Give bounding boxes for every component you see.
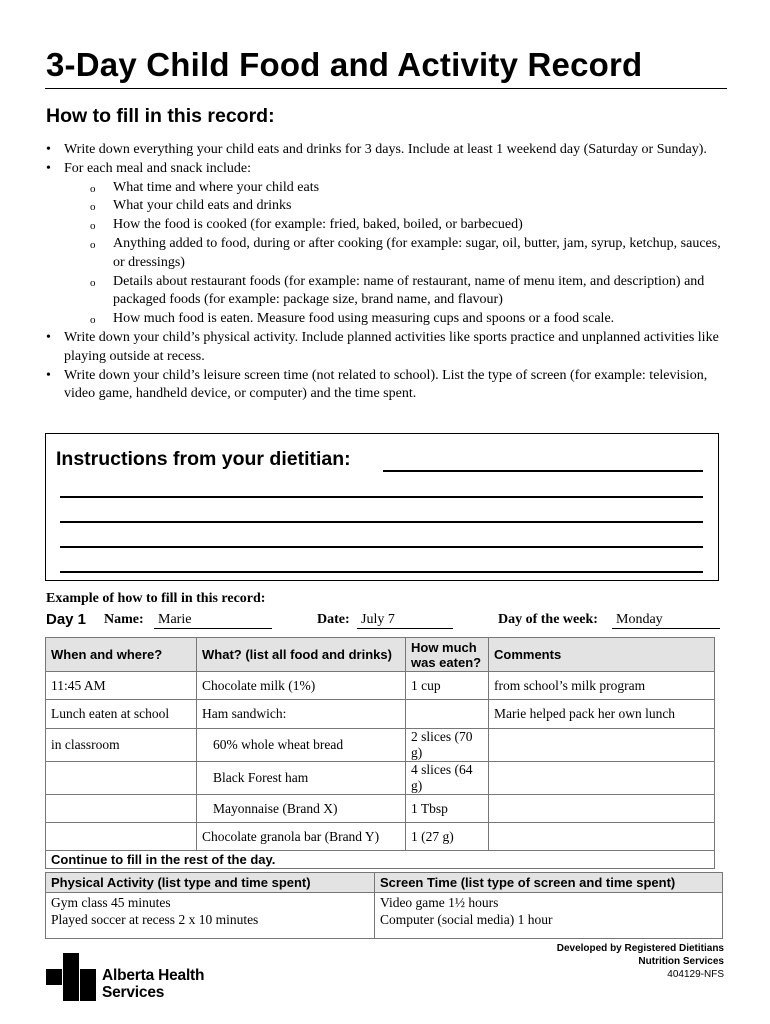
day-of-week-label: Day of the week: xyxy=(498,612,598,627)
page-title: 3-Day Child Food and Activity Record xyxy=(46,46,643,83)
cell-when[interactable] xyxy=(46,795,197,823)
day-of-week-field[interactable]: Monday xyxy=(612,612,720,629)
name-field[interactable]: Marie xyxy=(154,612,272,629)
logo-text xyxy=(102,967,204,1001)
instruction-bullet: • Write down your child’s physical activity. Include planned activities like sports practice and unplanned activities like playing outside at recess. xyxy=(46,329,726,367)
screen-time-line: Computer (social media) 1 hour xyxy=(380,912,553,927)
cell-when[interactable]: in classroom xyxy=(46,729,197,762)
cell-comments[interactable] xyxy=(489,795,715,823)
instruction-subitem: o Anything added to food, during or after cooking (for example: sugar, oil, butter, jam, syrup, ketchup, sauces, or dressings) xyxy=(46,235,726,273)
dietitian-line[interactable] xyxy=(383,470,703,472)
table-row xyxy=(46,795,715,823)
document-code: 404129-NFS xyxy=(667,969,724,980)
cell-comments[interactable] xyxy=(489,729,715,762)
dietitian-line[interactable] xyxy=(60,546,703,548)
date-label: Date: xyxy=(317,612,350,627)
logo-line: Services xyxy=(102,984,165,1001)
ahs-logo-icon xyxy=(46,953,100,1001)
physical-activity-line: Played soccer at recess 2 x 10 minutes xyxy=(51,912,259,927)
cell-comments[interactable] xyxy=(489,762,715,795)
col-header-comments: Comments xyxy=(489,638,715,672)
cell-when[interactable] xyxy=(46,823,197,851)
footer-line: Nutrition Services xyxy=(638,956,724,967)
how-to-heading: How to fill in this record: xyxy=(46,105,275,127)
cell-comments[interactable]: from school’s milk program xyxy=(489,672,715,700)
date-field[interactable]: July 7 xyxy=(357,612,453,629)
name-label: Name: xyxy=(104,612,144,627)
cell-what[interactable]: Chocolate granola bar (Brand Y) xyxy=(197,823,406,851)
day-label: Day 1 xyxy=(46,611,87,628)
physical-activity-header: Physical Activity (list type and time spent) xyxy=(46,873,375,893)
table-row xyxy=(46,823,715,851)
cell-how-much[interactable] xyxy=(406,700,489,729)
instruction-subitem: o How much food is eaten. Measure food using measuring cups and spoons or a food scale. xyxy=(46,310,726,329)
col-header-what: What? (list all food and drinks) xyxy=(197,638,406,672)
cell-when[interactable]: Lunch eaten at school xyxy=(46,700,197,729)
dietitian-line[interactable] xyxy=(60,571,703,573)
physical-activity-line: Gym class 45 minutes xyxy=(51,895,171,910)
food-record-table xyxy=(45,637,715,869)
alberta-health-services-logo xyxy=(46,953,206,1003)
cell-what[interactable]: Chocolate milk (1%) xyxy=(197,672,406,700)
table-row xyxy=(46,700,715,729)
instruction-sublist xyxy=(46,179,726,329)
table-row xyxy=(46,729,715,762)
activity-table xyxy=(45,872,723,939)
footer-line: Developed by Registered Dietitians xyxy=(556,943,724,954)
example-heading: Example of how to fill in this record: xyxy=(46,591,266,606)
cell-how-much[interactable]: 2 slices (70 g) xyxy=(406,729,489,762)
dietitian-line[interactable] xyxy=(60,521,703,523)
instruction-bullet xyxy=(46,160,726,329)
continue-note: Continue to fill in the rest of the day. xyxy=(46,851,715,869)
cell-what[interactable]: Mayonnaise (Brand X) xyxy=(197,795,406,823)
dietitian-line[interactable] xyxy=(60,496,703,498)
instruction-subitem: o What time and where your child eats xyxy=(46,179,726,198)
title-rule xyxy=(45,88,727,89)
cell-how-much[interactable]: 1 cup xyxy=(406,672,489,700)
table-row xyxy=(46,672,715,700)
instruction-bullet-text: For each meal and snack include: xyxy=(64,160,251,176)
cell-what[interactable]: 60% whole wheat bread xyxy=(197,729,406,762)
cell-how-much[interactable]: 4 slices (64 g) xyxy=(406,762,489,795)
table-row xyxy=(46,762,715,795)
col-header-when: When and where? xyxy=(46,638,197,672)
instruction-bullet: • Write down your child’s leisure screen time (not related to school). List the type of screen (for example: television, video game, handheld device, or computer) and the time spent. xyxy=(46,367,726,405)
instructions-list xyxy=(46,141,726,404)
cell-comments[interactable]: Marie helped pack her own lunch xyxy=(489,700,715,729)
instruction-subitem: o How the food is cooked (for example: fried, baked, boiled, or barbecued) xyxy=(46,216,726,235)
cell-comments[interactable] xyxy=(489,823,715,851)
col-header-how-much: How much was eaten? xyxy=(406,638,489,672)
instruction-subitem: o What your child eats and drinks xyxy=(46,197,726,216)
screen-time-cell[interactable] xyxy=(375,893,723,939)
physical-activity-cell[interactable] xyxy=(46,893,375,939)
footer-credits xyxy=(557,942,724,981)
cell-when[interactable]: 11:45 AM xyxy=(46,672,197,700)
cell-what[interactable]: Ham sandwich: xyxy=(197,700,406,729)
dietitian-instructions-box xyxy=(45,433,719,581)
cell-how-much[interactable]: 1 (27 g) xyxy=(406,823,489,851)
logo-line: Alberta Health xyxy=(102,967,205,984)
instruction-bullet: • Write down everything your child eats and drinks for 3 days. Include at least 1 weekend day (Saturday or Sunday). xyxy=(46,141,726,160)
cell-how-much[interactable]: 1 Tbsp xyxy=(406,795,489,823)
screen-time-header: Screen Time (list type of screen and time spent) xyxy=(375,873,723,893)
cell-when[interactable] xyxy=(46,762,197,795)
cell-what[interactable]: Black Forest ham xyxy=(197,762,406,795)
screen-time-line: Video game 1½ hours xyxy=(380,895,499,910)
instruction-subitem: o Details about restaurant foods (for example: name of restaurant, name of menu item, and description) and packaged foods (for example: package size, brand name, and flavour) xyxy=(46,273,726,311)
dietitian-label: Instructions from your dietitian: xyxy=(56,448,351,470)
